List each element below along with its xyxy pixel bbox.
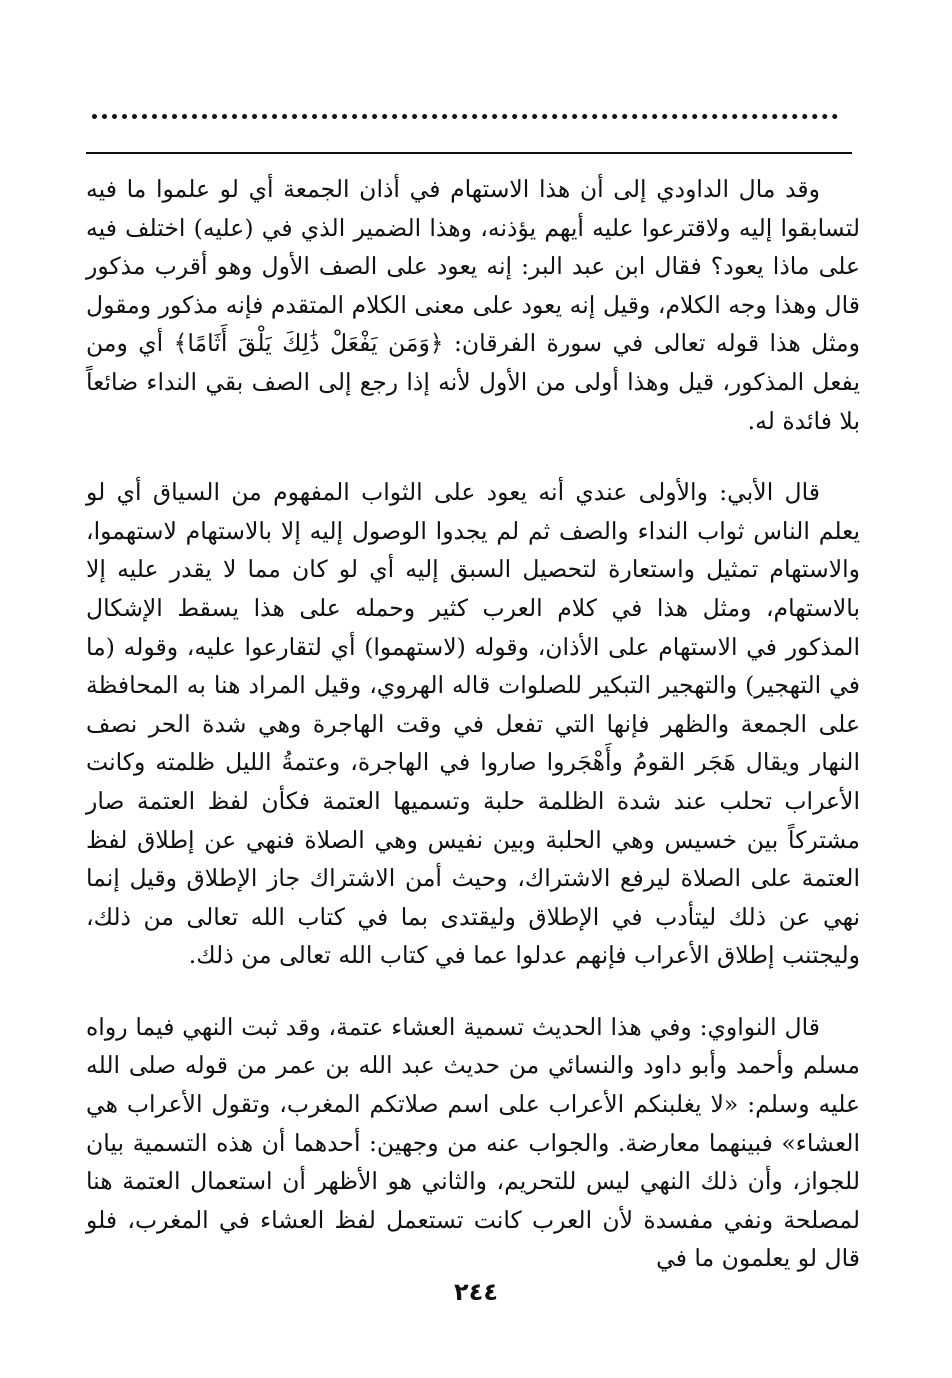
paragraph-nawawi: قال النواوي: وفي هذا الحديث تسمية العشاء عتمة، وقد ثبت النهي فيما رواه مسلم وأحمد وأبو داود والنسائي من حديث عبد الله بن عمر من قوله صلى الله عليه وسلم: «لا يغلبنكم الأعراب على اسم صلاتكم المغرب، وتقول الأعراب هي العشاء» فبينهما معارضة. والجواب عنه من وجهين: أحدهما أن هذه التسمية بيان للجواز، وأن ذلك النهي ليس للتحريم، والثاني هو الأظهر أن استعمال العتمة هنا لمصلحة ونفي مفسدة لأن العرب كانت تستعمل لفظ العشاء في المغرب، فلو قال لو يعلمون ما في: [86, 1012, 860, 1273]
page-number: ٢٤٤: [454, 1278, 498, 1306]
paragraph-abi: قال الأبي: والأولى عندي أنه يعود على الثواب المفهوم من السياق أي لو يعلم الناس ثواب النداء والصف ثم لم يجدوا الوصول إليه إلا بالاستهام لاستهموا، والاستهام تمثيل واستعارة لتحصيل السبق إليه أي لو كان مما لا يقدر عليه إلا بالاستهام، ومثل هذا في كلام العرب كثير وحمله على هذا يسقط الإشكال المذكور في الاستهام على الأذان، وقوله (لاستهموا) أي لتقارعوا عليه، وقوله (ما في التهجير) والتهجير التبكير للصلوات قاله الهروي، وقيل المراد هنا به المحافظة على الجمعة والظهر فإنها التي تفعل في وقت الهاجرة وهي شدة الحر نصف النهار ويقال هَجَر القومُ وأَهْجَروا صاروا في الهاجرة، وعتمةُ الليل ظلمته وكانت الأعراب تحلب عند شدة الظلمة حلبة وتسميها العتمة فكأن لفظ العتمة صار مشتركاً بين خسيس وهي الحلبة وبين نفيس وهي الصلاة فنهي عن إطلاق لفظ العتمة على الصلاة ليرفع الاشتراك، وحيث أمن الاشتراك جاز الإطلاق وقيل إنما نهي عن ذلك ليتأدب في الإطلاق وليقتدى بما في كتاب الله تعالى من ذلك، وليجتنب إطلاق الأعراب فإنهم عدلوا عما في كتاب الله تعالى من ذلك.: [86, 478, 860, 970]
page-body: [86, 170, 860, 1278]
paragraph-dawudi: وقد مال الداودي إلى أن هذا الاستهام في أذان الجمعة أي لو علموا ما فيه لتسابقوا إليه ولاقترعوا عليه أيهم يؤذنه، وهذا الضمير الذي في (عليه) اختلف فيه على ماذا يعود؟ فقال ابن عبد البر: إنه يعود على الصف الأول وهو أقرب مذكور قال وهذا وجه الكلام، وقيل إنه يعود على معنى الكلام المتقدم فإنه مذكور ومقول ومثل هذا قوله تعالى في سورة الفرقان: ﴿وَمَن يَفْعَلْ ذَٰلِكَ يَلْقَ أَثَامًا﴾ أي ومن يفعل المذكور، قيل وهذا أولى من الأول لأنه إذا رجع إلى الصف بقي النداء ضائعاً بلا فائدة له.: [86, 175, 860, 435]
dotted-separator: [92, 114, 838, 119]
header-rule: [86, 152, 852, 154]
